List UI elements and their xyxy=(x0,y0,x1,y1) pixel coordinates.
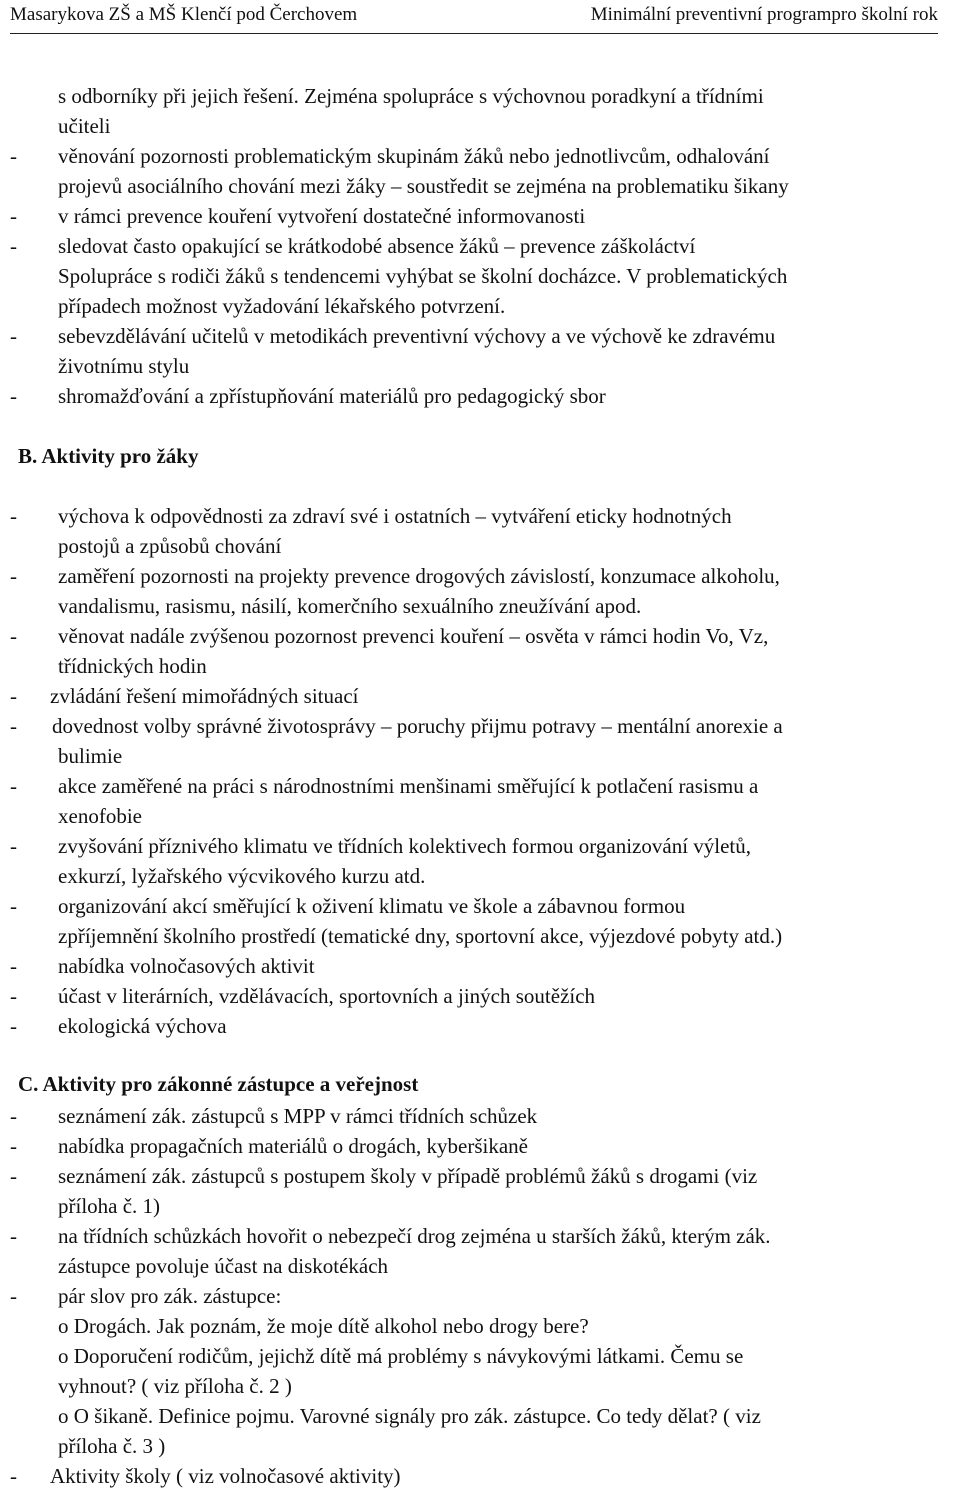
section-a-line: sebevzdělávání učitelů v metodikách preventivní výchovy a ve výchově ke zdravému xyxy=(58,324,776,348)
bullet-dash: - xyxy=(10,144,17,168)
bullet-dash: - xyxy=(10,624,17,648)
bullet-dash: - xyxy=(10,564,17,588)
section-a-line: Spolupráce s rodiči žáků s tendencemi vyhýbat se školní docházce. V problematických xyxy=(58,264,788,288)
section-b-line: akce zaměřené na práci s národnostními menšinami směřující k potlačení rasismu a xyxy=(58,774,759,798)
bullet-dash: - xyxy=(10,714,17,738)
header-school: Masarykova ZŠ a MŠ Klenčí pod Čerchovem xyxy=(10,4,358,25)
bullet-dash: - xyxy=(10,684,17,708)
bullet-dash: - xyxy=(10,774,17,798)
bullet-dash: - xyxy=(10,894,17,918)
section-a-line: shromažďování a zpřístupňování materiálů pro pedagogický sbor xyxy=(58,384,606,408)
bullet-dash: - xyxy=(10,1014,17,1038)
bullet-dash: - xyxy=(10,954,17,978)
bullet-dash: - xyxy=(10,1134,17,1158)
bullet-dash: - xyxy=(10,984,17,1008)
section-b-line: zaměření pozornosti na projekty prevence drogových závislostí, konzumace alkoholu, xyxy=(58,564,780,588)
section-b-line: postojů a způsobů chování xyxy=(58,534,282,558)
section-b-line: bulimie xyxy=(58,744,123,768)
section-a-line: případech možnost vyžadování lékařského potvrzení. xyxy=(58,294,506,318)
section-b-line: zvládání řešení mimořádných situací xyxy=(50,684,359,708)
section-b-line: věnovat nadále zvýšenou pozornost prevenci kouření – osvěta v rámci hodin Vo, Vz, xyxy=(58,624,769,648)
header-rule xyxy=(10,33,938,34)
section-b-line: xenofobie xyxy=(58,804,142,828)
bullet-dash: - xyxy=(10,504,17,528)
section-c-line: seznámení zák. zástupců s postupem školy v případě problémů žáků s drogami (viz xyxy=(58,1164,758,1188)
section-a-line: v rámci prevence kouření vytvoření dostatečné informovanosti xyxy=(58,204,586,228)
section-c-line: o Doporučení rodičům, jejichž dítě má problémy s návykovými látkami. Čemu se xyxy=(58,1344,744,1368)
bullet-dash: - xyxy=(10,834,17,858)
header-program: Minimální preventivní programpro školní rok xyxy=(590,4,938,25)
section-b-line: třídnických hodin xyxy=(58,654,207,678)
section-a-line: s odborníky při jejich řešení. Zejména spolupráce s výchovnou poradkyní a třídními xyxy=(58,84,764,108)
section-c-heading: C. Aktivity pro zákonné zástupce a veřejnost xyxy=(18,1072,419,1096)
page-header xyxy=(10,4,938,30)
bullet-dash: - xyxy=(10,1104,17,1128)
section-c-line: příloha č. 1) xyxy=(58,1194,161,1218)
bullet-dash: - xyxy=(10,1464,17,1488)
section-c-line: o O šikaně. Definice pojmu. Varovné signály pro zák. zástupce. Co tedy dělat? ( viz xyxy=(58,1404,761,1428)
section-a-line: životnímu stylu xyxy=(58,354,190,378)
section-b-line: účast v literárních, vzdělávacích, sportovních a jiných soutěžích xyxy=(58,984,596,1008)
section-c-line: zástupce povoluje účast na diskotékách xyxy=(58,1254,389,1278)
section-b-line: organizování akcí směřující k oživení klimatu ve škole a zábavnou formou xyxy=(58,894,686,918)
section-b-line: zpříjemnění školního prostředí (tematické dny, sportovní akce, výjezdové pobyty atd.) xyxy=(58,924,783,948)
bullet-dash: - xyxy=(10,384,17,408)
bullet-dash: - xyxy=(10,1164,17,1188)
section-b-line: dovednost volby správné životosprávy – poruchy přijmu potravy – mentální anorexie a xyxy=(52,714,783,738)
bullet-dash: - xyxy=(10,324,17,348)
section-a-line: sledovat často opakující se krátkodobé absence žáků – prevence záškoláctví xyxy=(58,234,696,258)
section-c-line: nabídka propagačních materiálů o drogách, kyberšikaně xyxy=(58,1134,528,1158)
section-a-line: učiteli xyxy=(58,114,111,138)
section-c-line: pár slov pro zák. zástupce: xyxy=(58,1284,282,1308)
section-c-line: vyhnout? ( viz příloha č. 2 ) xyxy=(58,1374,292,1398)
section-c-line: na třídních schůzkách hovořit o nebezpečí drog zejména u starších žáků, kterým zák. xyxy=(58,1224,771,1248)
section-b-line: ekologická výchova xyxy=(58,1014,227,1038)
section-a-line: projevů asociálního chování mezi žáky – soustředit se zejména na problematiku šikany xyxy=(58,174,789,198)
section-b-line: zvyšování příznivého klimatu ve třídních kolektivech formou organizování výletů, xyxy=(58,834,752,858)
section-b-line: nabídka volnočasových aktivit xyxy=(58,954,315,978)
bullet-dash: - xyxy=(10,234,17,258)
section-b-line: exkurzí, lyžařského výcvikového kurzu atd. xyxy=(58,864,426,888)
section-c-line: o Drogách. Jak poznám, že moje dítě alkohol nebo drogy bere? xyxy=(58,1314,589,1338)
bullet-dash: - xyxy=(10,1224,17,1248)
section-b-line: výchova k odpovědnosti za zdraví své i ostatních – vytváření eticky hodnotných xyxy=(58,504,732,528)
bullet-dash: - xyxy=(10,1284,17,1308)
section-a-line: věnování pozornosti problematickým skupinám žáků nebo jednotlivcům, odhalování xyxy=(58,144,770,168)
section-b-heading: B. Aktivity pro žáky xyxy=(18,444,199,468)
section-b-line: vandalismu, rasismu, násilí, komerčního sexuálního zneužívání apod. xyxy=(58,594,642,618)
section-c-line: seznámení zák. zástupců s MPP v rámci třídních schůzek xyxy=(58,1104,538,1128)
section-c-line: příloha č. 3 ) xyxy=(58,1434,166,1458)
bullet-dash: - xyxy=(10,204,17,228)
section-c-line: Aktivity školy ( viz volnočasové aktivity) xyxy=(50,1464,401,1488)
